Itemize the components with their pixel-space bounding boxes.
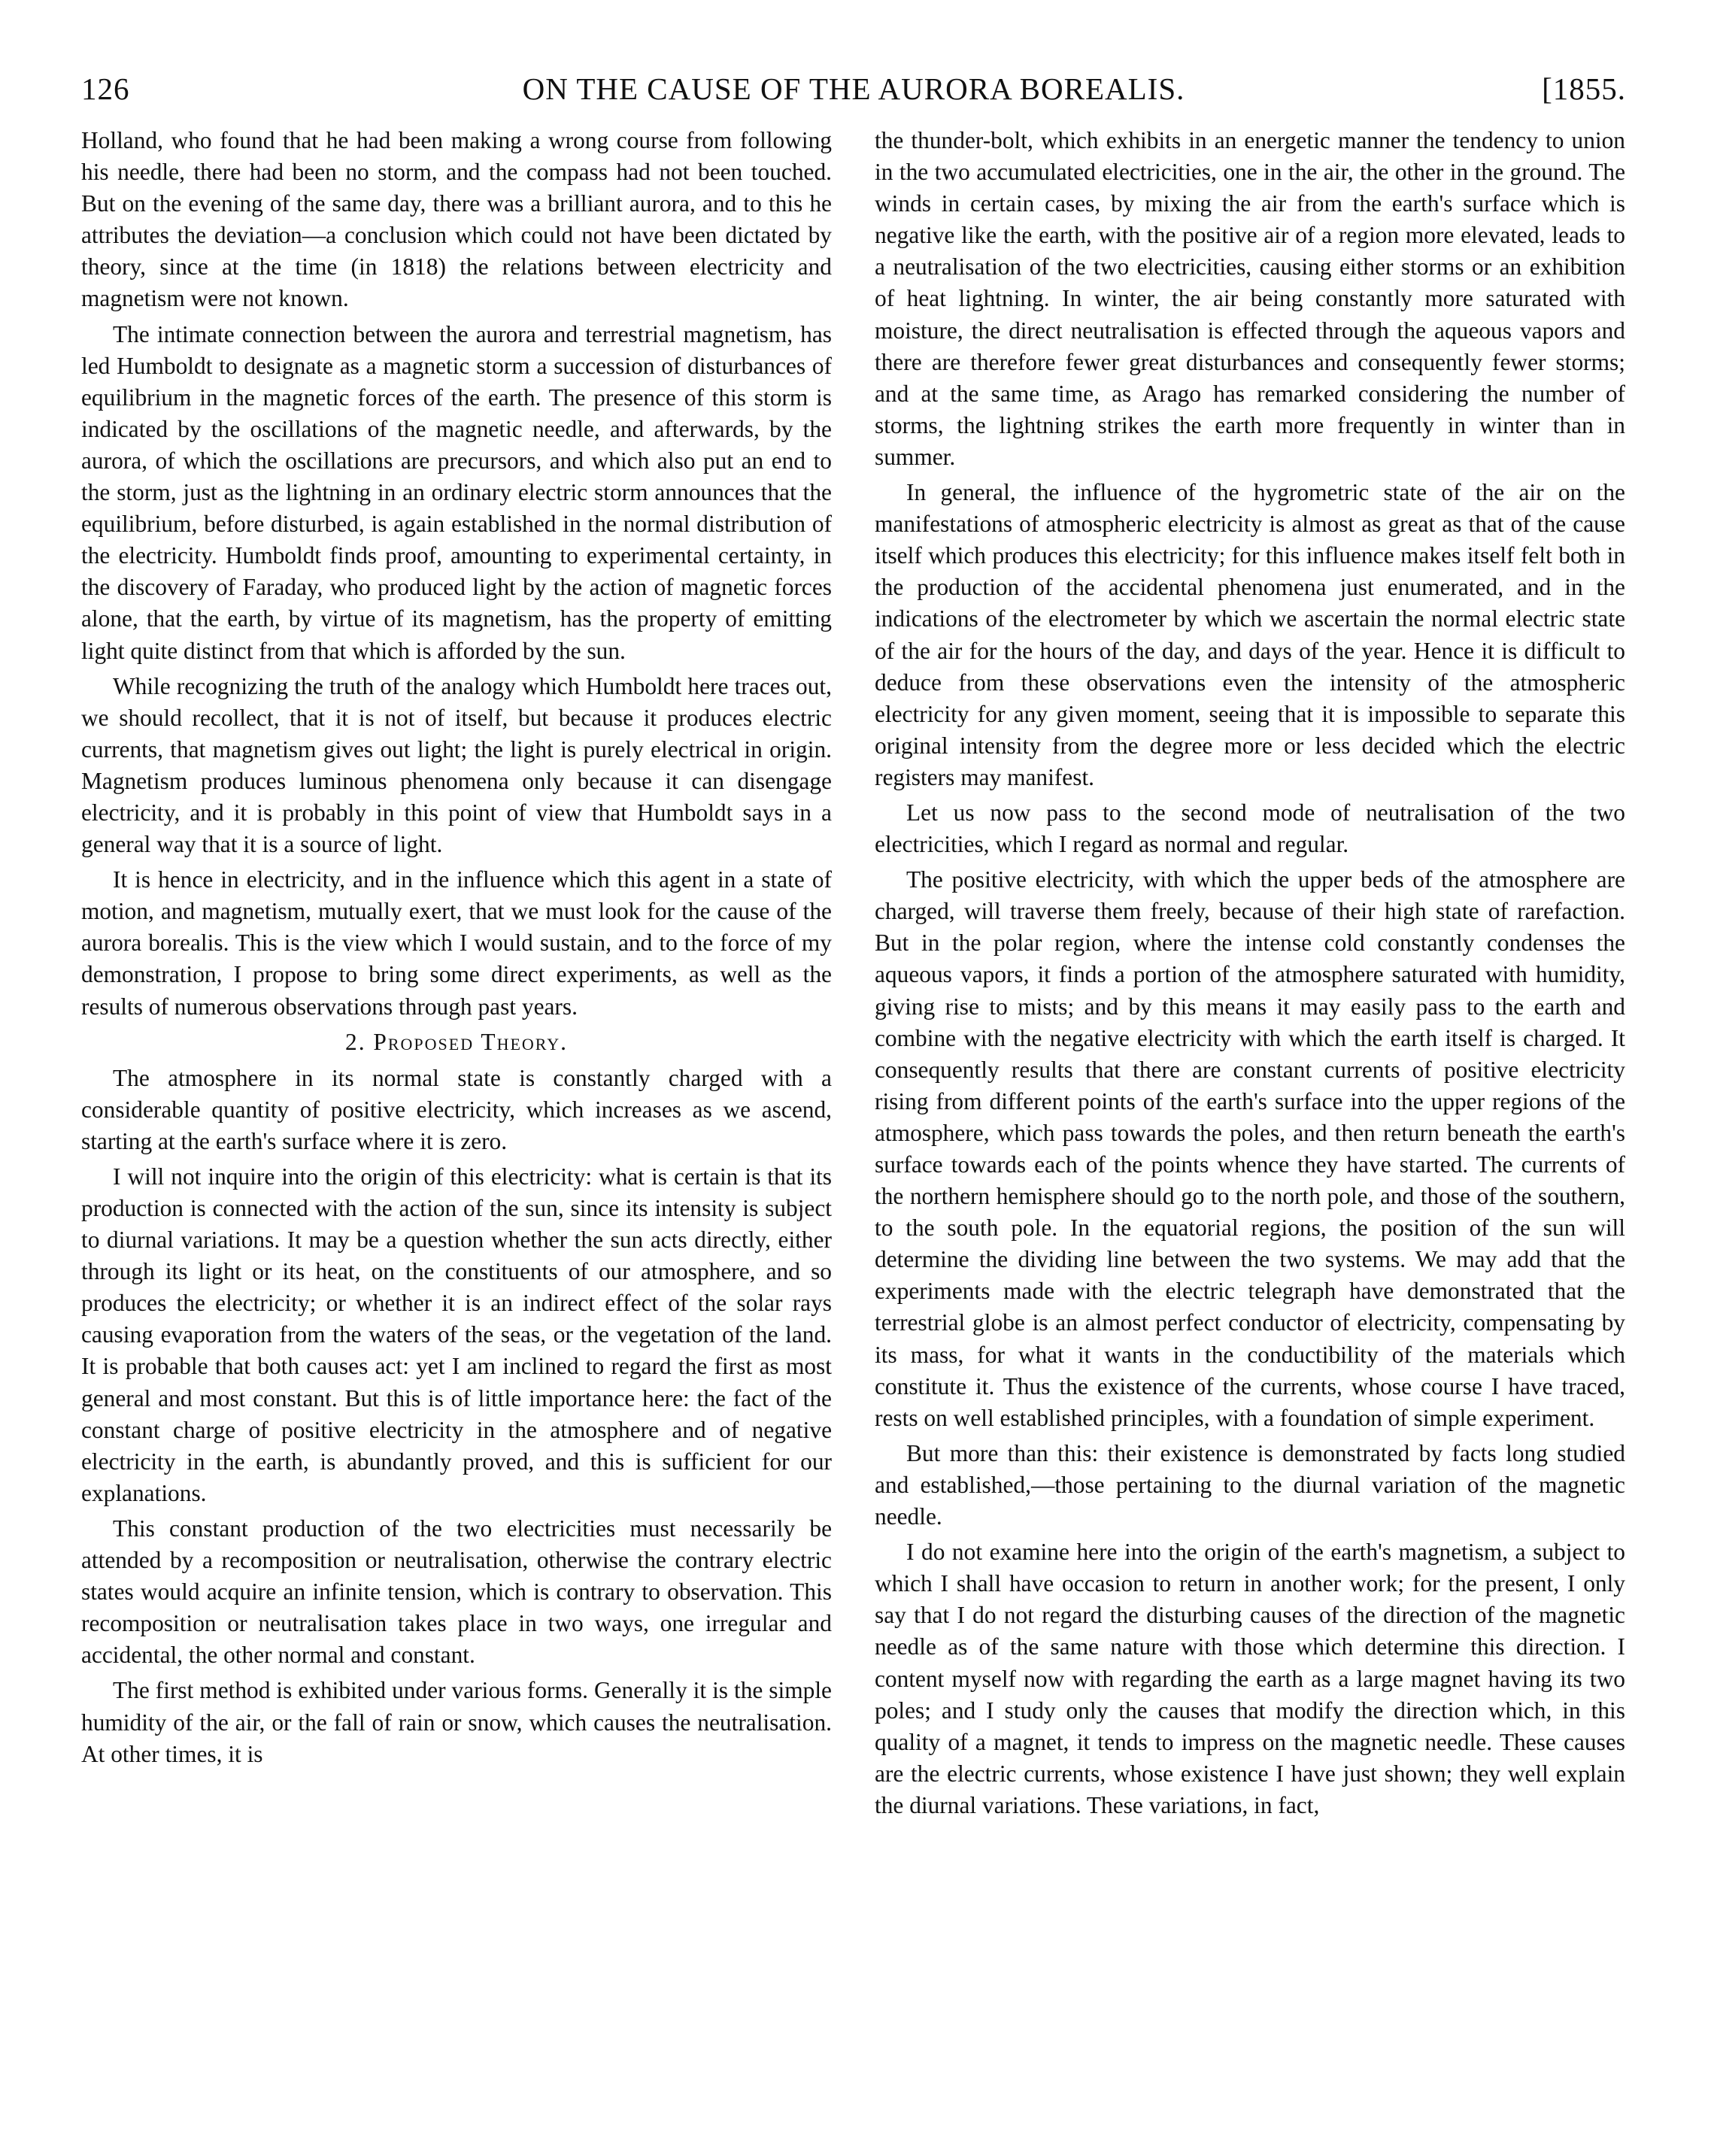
paragraph: The positive electricity, with which the upper beds of the atmosphere are charged, will traverse them freely, because of their high state of rarefaction. But in the polar region, where the intense cold constantly condenses the aqueous vapors, it finds a portion of the atmosphere saturated with humidity, giving rise to mists; and by this means it may easily pass to the earth and combine with the negative electricity with which the earth itself is charged. It consequently results that there are constant currents of positive electricity rising from different points of the earth's surface into the upper regions of the atmosphere, which pass towards the poles, and then return beneath the earth's surface towards each of the points whence they have started. The currents of the northern hemisphere should go to the north pole, and those of the southern, to the south pole. In the equatorial regions, the position of the sun will determine the dividing line between the two systems. We may add that the experiments made with the electric telegraph have demonstrated that the terrestrial globe is an almost perfect conductor of electricity, compensating by its mass, for what it wants in the conductibility of the materials which constitute it. Thus the existence of the currents, whose course I have traced, rests on well established principles, with a foundation of simple experiment. [875,866,1625,1431]
paragraph: Holland, who found that he had been making a wrong course from following his needle, there had been no storm, and the compass had not been touched. But on the evening of the same day, there was a brilliant aurora, and to this he attributes the deviation—a conclusion which could not have been dictated by theory, since at the time (in 1818) the relations between electricity and magnetism were not known. [81,127,832,312]
year-marker: [1855. [1542,71,1626,106]
paragraph: I will not inquire into the origin of this electricity: what is certain is that its production is connected with the action of the sun, since its intensity is subject to diurnal variations. It may be a question whether the sun acts directly, either through its light or its heat, on the constituents of our atmosphere, and so produces the electricity; or whether it is an indirect effect of the solar rays causing evaporation from the waters of the seas, or the vegetation of the land. It is probable that both causes act: yet I am inclined to regard the first as most general and most constant. But this is of little importance here: the fact of the constant charge of positive electricity in the atmosphere and of negative electricity in the earth, is abundantly proved, and this is sufficient for our explanations. [81,1163,832,1506]
running-header [81,69,1626,111]
paragraph: In general, the influence of the hygrometric state of the air on the manifestations of atmospheric electricity is almost as great as that of the cause itself which produces this electricity; for this influence makes itself felt both in the production of the accidental phenomena just enumerated, and in the indications of the electrometer by which we ascertain the normal electric state of the air for the hours of the day, and days of the year. Hence it is difficult to deduce from these observations even the intensity of the atmospheric electricity for any given moment, seeing that it is impossible to separate this original intensity from the degree more or less decided which the electric registers may manifest. [875,479,1625,790]
paragraph: the thunder-bolt, which exhibits in an energetic manner the tendency to union in the two accumulated electricities, one in the air, the other in the ground. The winds in certain cases, by mixing the air from the earth's surface which is negative like the earth, with the positive air of a region more elevated, leads to a neutralisation of the two electricities, causing either storms or an exhibition of heat lightning. In winter, the air being constantly more saturated with moisture, the direct neutralisation is effected through the aqueous vapors and there are therefore fewer great disturbances and consequently fewer storms; and at the same time, as Arago has remarked considering the number of storms, the lightning strikes the earth more frequently in winter than in summer. [875,127,1625,470]
paragraph: But more than this: their existence is demonstrated by facts long studied and established,—those pertaining to the diurnal variation of the magnetic needle. [875,1439,1625,1530]
page-number: 126 [81,71,130,106]
left-column [81,125,832,2125]
running-title: ON THE CAUSE OF THE AURORA BOREALIS. [522,71,1185,106]
paragraph: This constant production of the two electricities must necessarily be attended by a recomposition or neutralisation, otherwise the contrary electric states would acquire an infinite tension, which is contrary to observation. This recomposition or neutralisation takes place in two ways, one irregular and accidental, the other normal and constant. [81,1515,832,1669]
paragraph: The atmosphere in its normal state is constantly charged with a considerable quantity of positive electricity, which increases as we ascend, starting at the earth's surface where it is zero. [81,1064,832,1154]
paragraph: While recognizing the truth of the analogy which Humboldt here traces out, we should recollect, that it is not of itself, but because it produces electric currents, that magnetism gives out light; the light is purely electrical in origin. Magnetism produces luminous phenomena only because it can disengage electricity, and it is probably in this point of view that Humboldt says in a general way that it is a source of light. [81,672,832,858]
right-column [875,125,1625,2125]
paragraph: The intimate connection between the aurora and terrestrial magnetism, has led Humboldt to designate as a magnetic storm a succession of disturbances of equilibrium in the magnetic forces of the earth. The presence of this storm is indicated by the oscillations of the magnetic needle, and afterwards, by the aurora, of which the oscillations are precursors, and which also put an end to the storm, just as the lightning in an ordinary electric storm announces that the equilibrium, before disturbed, is again established in the normal distribution of the electricity. Humboldt finds proof, amounting to experimental certainty, in the discovery of Faraday, who produced light by the action of magnetic forces alone, that the earth, by virtue of its magnetism, has the property of emitting light quite distinct from that which is afforded by the sun. [81,320,832,664]
paragraph: The first method is exhibited under various forms. Generally it is the simple humidity of the air, or the fall of rain or snow, which causes the neutralisation. At other times, it is [81,1677,832,1767]
paragraph: Let us now pass to the second mode of neutralisation of the two electricities, which I regard as normal and regular. [875,799,1625,858]
paragraph: It is hence in electricity, and in the influence which this agent in a state of motion, and magnetism, mutually exert, that we must look for the cause of the aurora borealis. This is the view which I would sustain, and to the force of my demonstration, I propose to bring some direct experiments, as well as the results of numerous observations through past years. [81,866,832,1020]
paragraph: I do not examine here into the origin of the earth's magnetism, a subject to which I shall have occasion to return in another work; for the present, I only say that I do not regard the disturbing causes of the direction of the magnetic needle as of the same nature with those which determine this direction. I content myself now with regarding the earth as a large magnet having its two poles; and I study only the causes that modify the direction which, in this quality of a magnet, it tends to impress on the magnetic needle. These causes are the electric currents, whose existence I have just shown; they well explain the diurnal variations. These variations, in fact, [875,1539,1625,1818]
section-heading: 2. Proposed Theory. [345,1028,568,1055]
